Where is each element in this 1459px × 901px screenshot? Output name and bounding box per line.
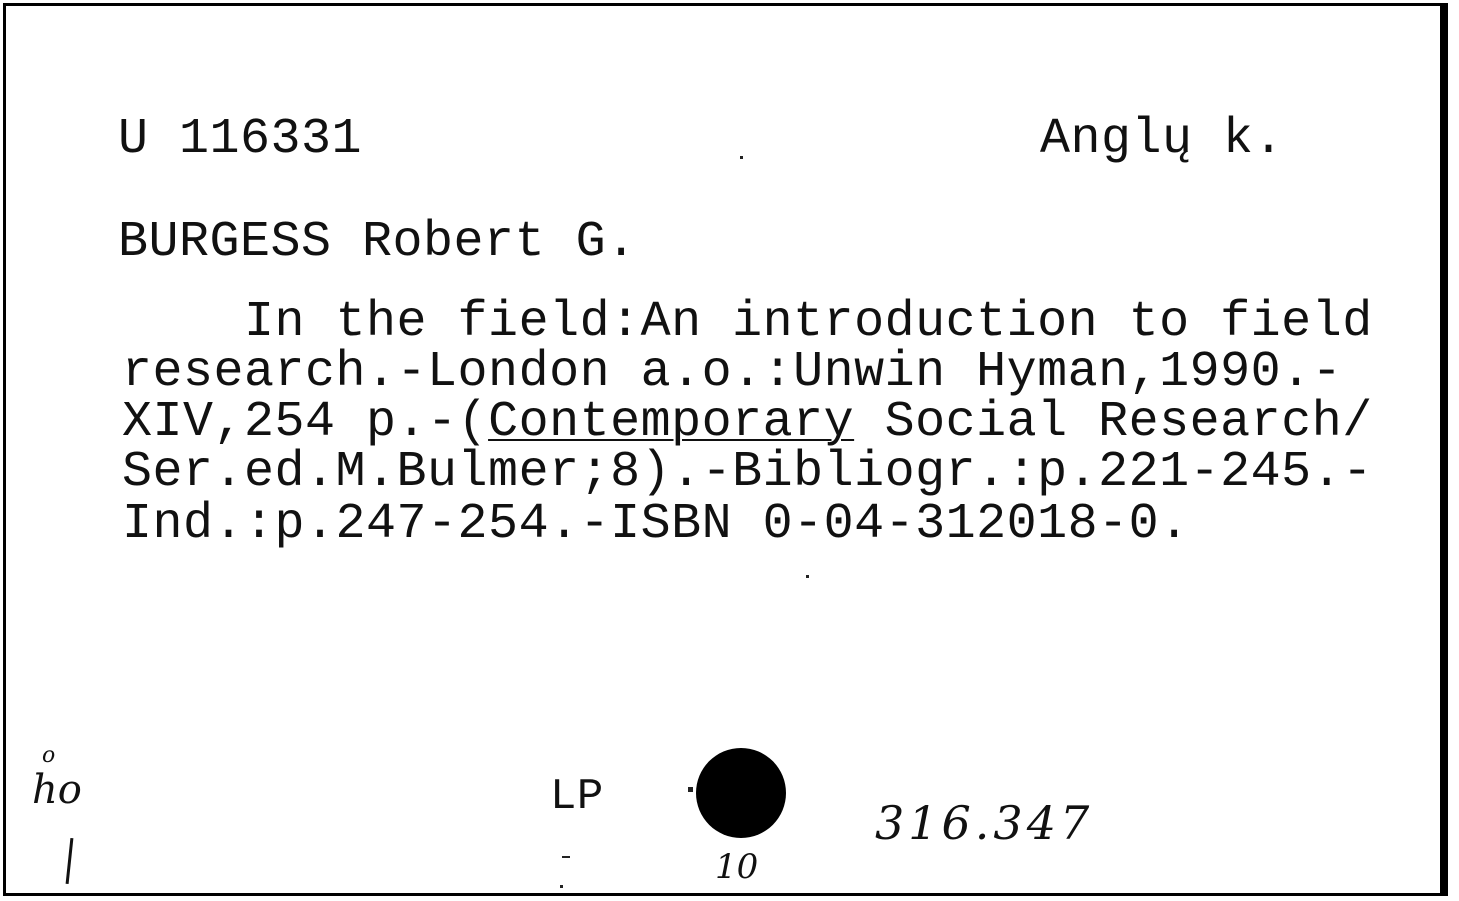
ink-speck — [806, 575, 809, 578]
description-line: In the field:An introduction to field — [122, 294, 1373, 351]
description-line — [122, 394, 1373, 451]
series-suffix: Social Research/ — [854, 394, 1373, 451]
handwritten-mark-left: ho — [32, 767, 82, 813]
classification-number: 316.347 — [875, 796, 1094, 850]
ink-speck — [560, 885, 563, 888]
call-number: U 116331 — [118, 111, 363, 168]
ink-speck — [562, 856, 570, 858]
language-note: Anglų k. — [1040, 111, 1285, 168]
series-title-underlined: Contemporary — [488, 394, 855, 451]
location-code: LP — [550, 772, 604, 822]
punched-hole-dot — [696, 748, 786, 838]
series-prefix: XIV,254 p.-( — [122, 394, 489, 451]
handwritten-mark-bottom: 10 — [715, 847, 759, 887]
ink-speck — [740, 156, 743, 159]
author-heading: BURGESS Robert G. — [118, 214, 637, 271]
description-line: Ser.ed.M.Bulmer;8).-Bibliogr.:p.221-245.- — [122, 444, 1373, 501]
handwritten-mark-small: o — [42, 743, 56, 768]
description-line: Ind.:p.247-254.-ISBN 0-04-312018-0. — [122, 496, 1190, 553]
ink-speck — [688, 787, 693, 792]
description-line: research.-London a.o.:Unwin Hyman,1990.- — [122, 344, 1343, 401]
